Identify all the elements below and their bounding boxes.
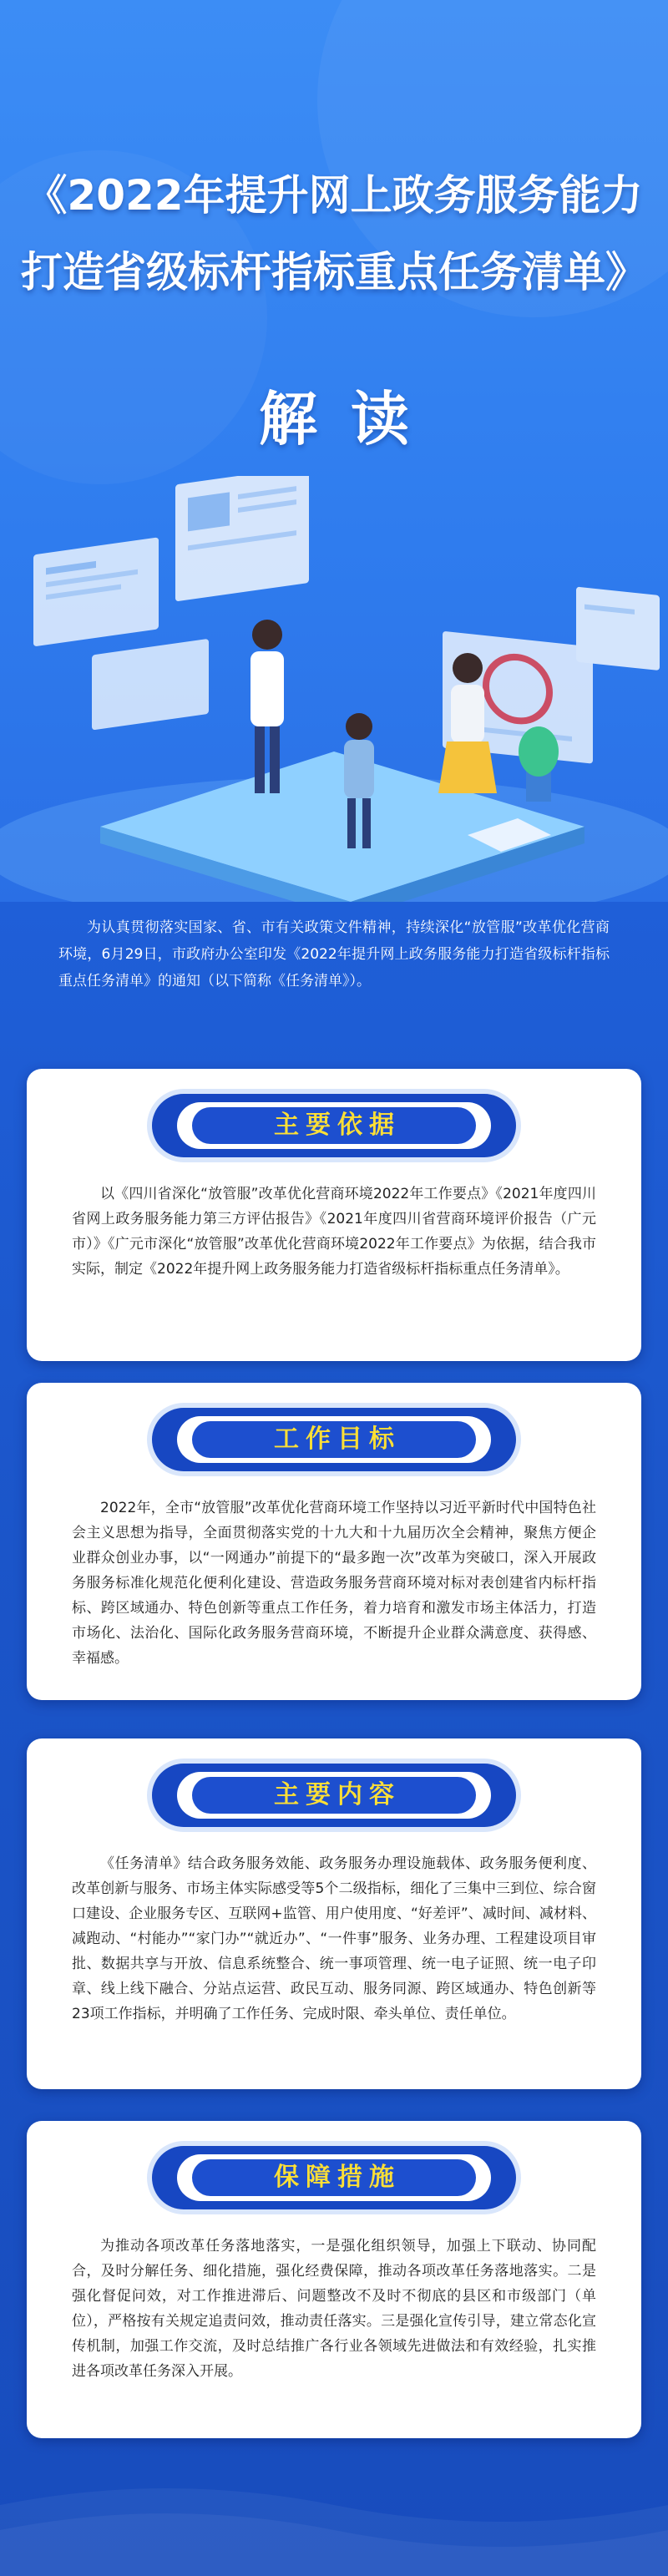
section-heading-badge bbox=[152, 1094, 516, 1157]
section-heading: 工作目标 bbox=[192, 1421, 476, 1458]
hero-banner bbox=[0, 0, 668, 902]
section-body: 2022年，全市“放管服”改革优化营商环境工作坚持以习近平新时代中国特色社会主义思想为指导，全面贯彻落实党的十九大和十九届历次全会精神，聚焦方便企业群众创业办事，以“一网通办”前提下的“最多跑一次”改革为突破口，深入开展政务服务标准化规范化便利化建设、营造政务服务营商环境对标对表创建省内标杆指标、跨区域通办、特色创新等重点工作任务，着力培育和激发市场主体活力，打造市场化、法治化、国际化政务服务营商环境，不断提升企业群众满意度、获得感、幸福感。 bbox=[72, 1500, 596, 1667]
intro-paragraph: 为认真贯彻落实国家、省、市有关政策文件精神，持续深化“放管服”改革优化营商环境，6月29日，市政府办公室印发《2022年提升网上政务服务能力打造省级标杆指标重点任务清单》的通知（以下简称《任务清单》）。 bbox=[58, 919, 610, 989]
office-illustration bbox=[0, 476, 668, 902]
hero-title-line2: 打造省级标杆指标重点任务清单》 bbox=[21, 248, 647, 296]
section-body: 《任务清单》结合政务服务效能、政务服务办理设施载体、政务服务便利度、改革创新与服务、市场主体实际感受等5个二级指标，细化了三集中三到位、综合窗口建设、企业服务专区、互联网+监管、用户使用度、“好差评”、减时间、减材料、减跑动、“村能办”“家门办”“就近办”、“一件事”服务、业务办理、工程建设项目审批、数据共享与开放、信息系统整合、统一事项管理、统一电子证照、统一电子印章、线上线下融合、分站点运营、政民互动、服务同源、跨区域通办、特色创新等23项工作指标，并明确了工作任务、完成时限、牵头单位、责任单位。 bbox=[72, 1855, 596, 2022]
section-heading: 主要内容 bbox=[192, 1777, 476, 1814]
section-body: 为推动各项改革任务落地落实，一是强化组织领导，加强上下联动、协同配合，及时分解任务、细化措施，强化经费保障，推动各项改革任务落地落实。二是强化督促问效，对工作推进滞后、问题整改不及时不彻底的县区和市级部门（单位），严格按有关规定追责问效，推动责任落实。三是强化宣传引导，建立常态化宣传机制，加强工作交流，及时总结推广各行业各领域先进做法和有效经验，扎实推进各项改革任务深入开展。 bbox=[72, 2238, 596, 2380]
hero-title-line1: 《2022年提升网上政务服务能力 bbox=[25, 171, 643, 220]
person-icon bbox=[250, 620, 284, 793]
section-heading: 保障措施 bbox=[192, 2159, 476, 2196]
hero-title bbox=[0, 157, 668, 311]
section-heading-badge bbox=[152, 1764, 516, 1827]
hero-subtitle: 解读 bbox=[259, 385, 443, 453]
section-heading: 主要依据 bbox=[192, 1107, 476, 1144]
section-card-basis bbox=[27, 1069, 641, 1361]
section-card-goal bbox=[27, 1383, 641, 1700]
footer-decoration bbox=[0, 2455, 668, 2576]
section-card-content bbox=[27, 1738, 641, 2089]
section-body: 以《四川省深化“放管服”改革优化营商环境2022年工作要点》《2021年度四川省网上政务服务能力第三方评估报告》《2021年度四川省营商环境评价报告（广元市）》《广元市深化“放管服”改革优化营商环境2022年工作要点》为依据，结合我市实际，制定《2022年提升网上政务服务能力打造省级标杆指标重点任务清单》。 bbox=[72, 1186, 596, 1278]
section-heading-badge bbox=[152, 1408, 516, 1471]
section-heading-badge bbox=[152, 2146, 516, 2209]
section-card-measures bbox=[27, 2121, 641, 2438]
